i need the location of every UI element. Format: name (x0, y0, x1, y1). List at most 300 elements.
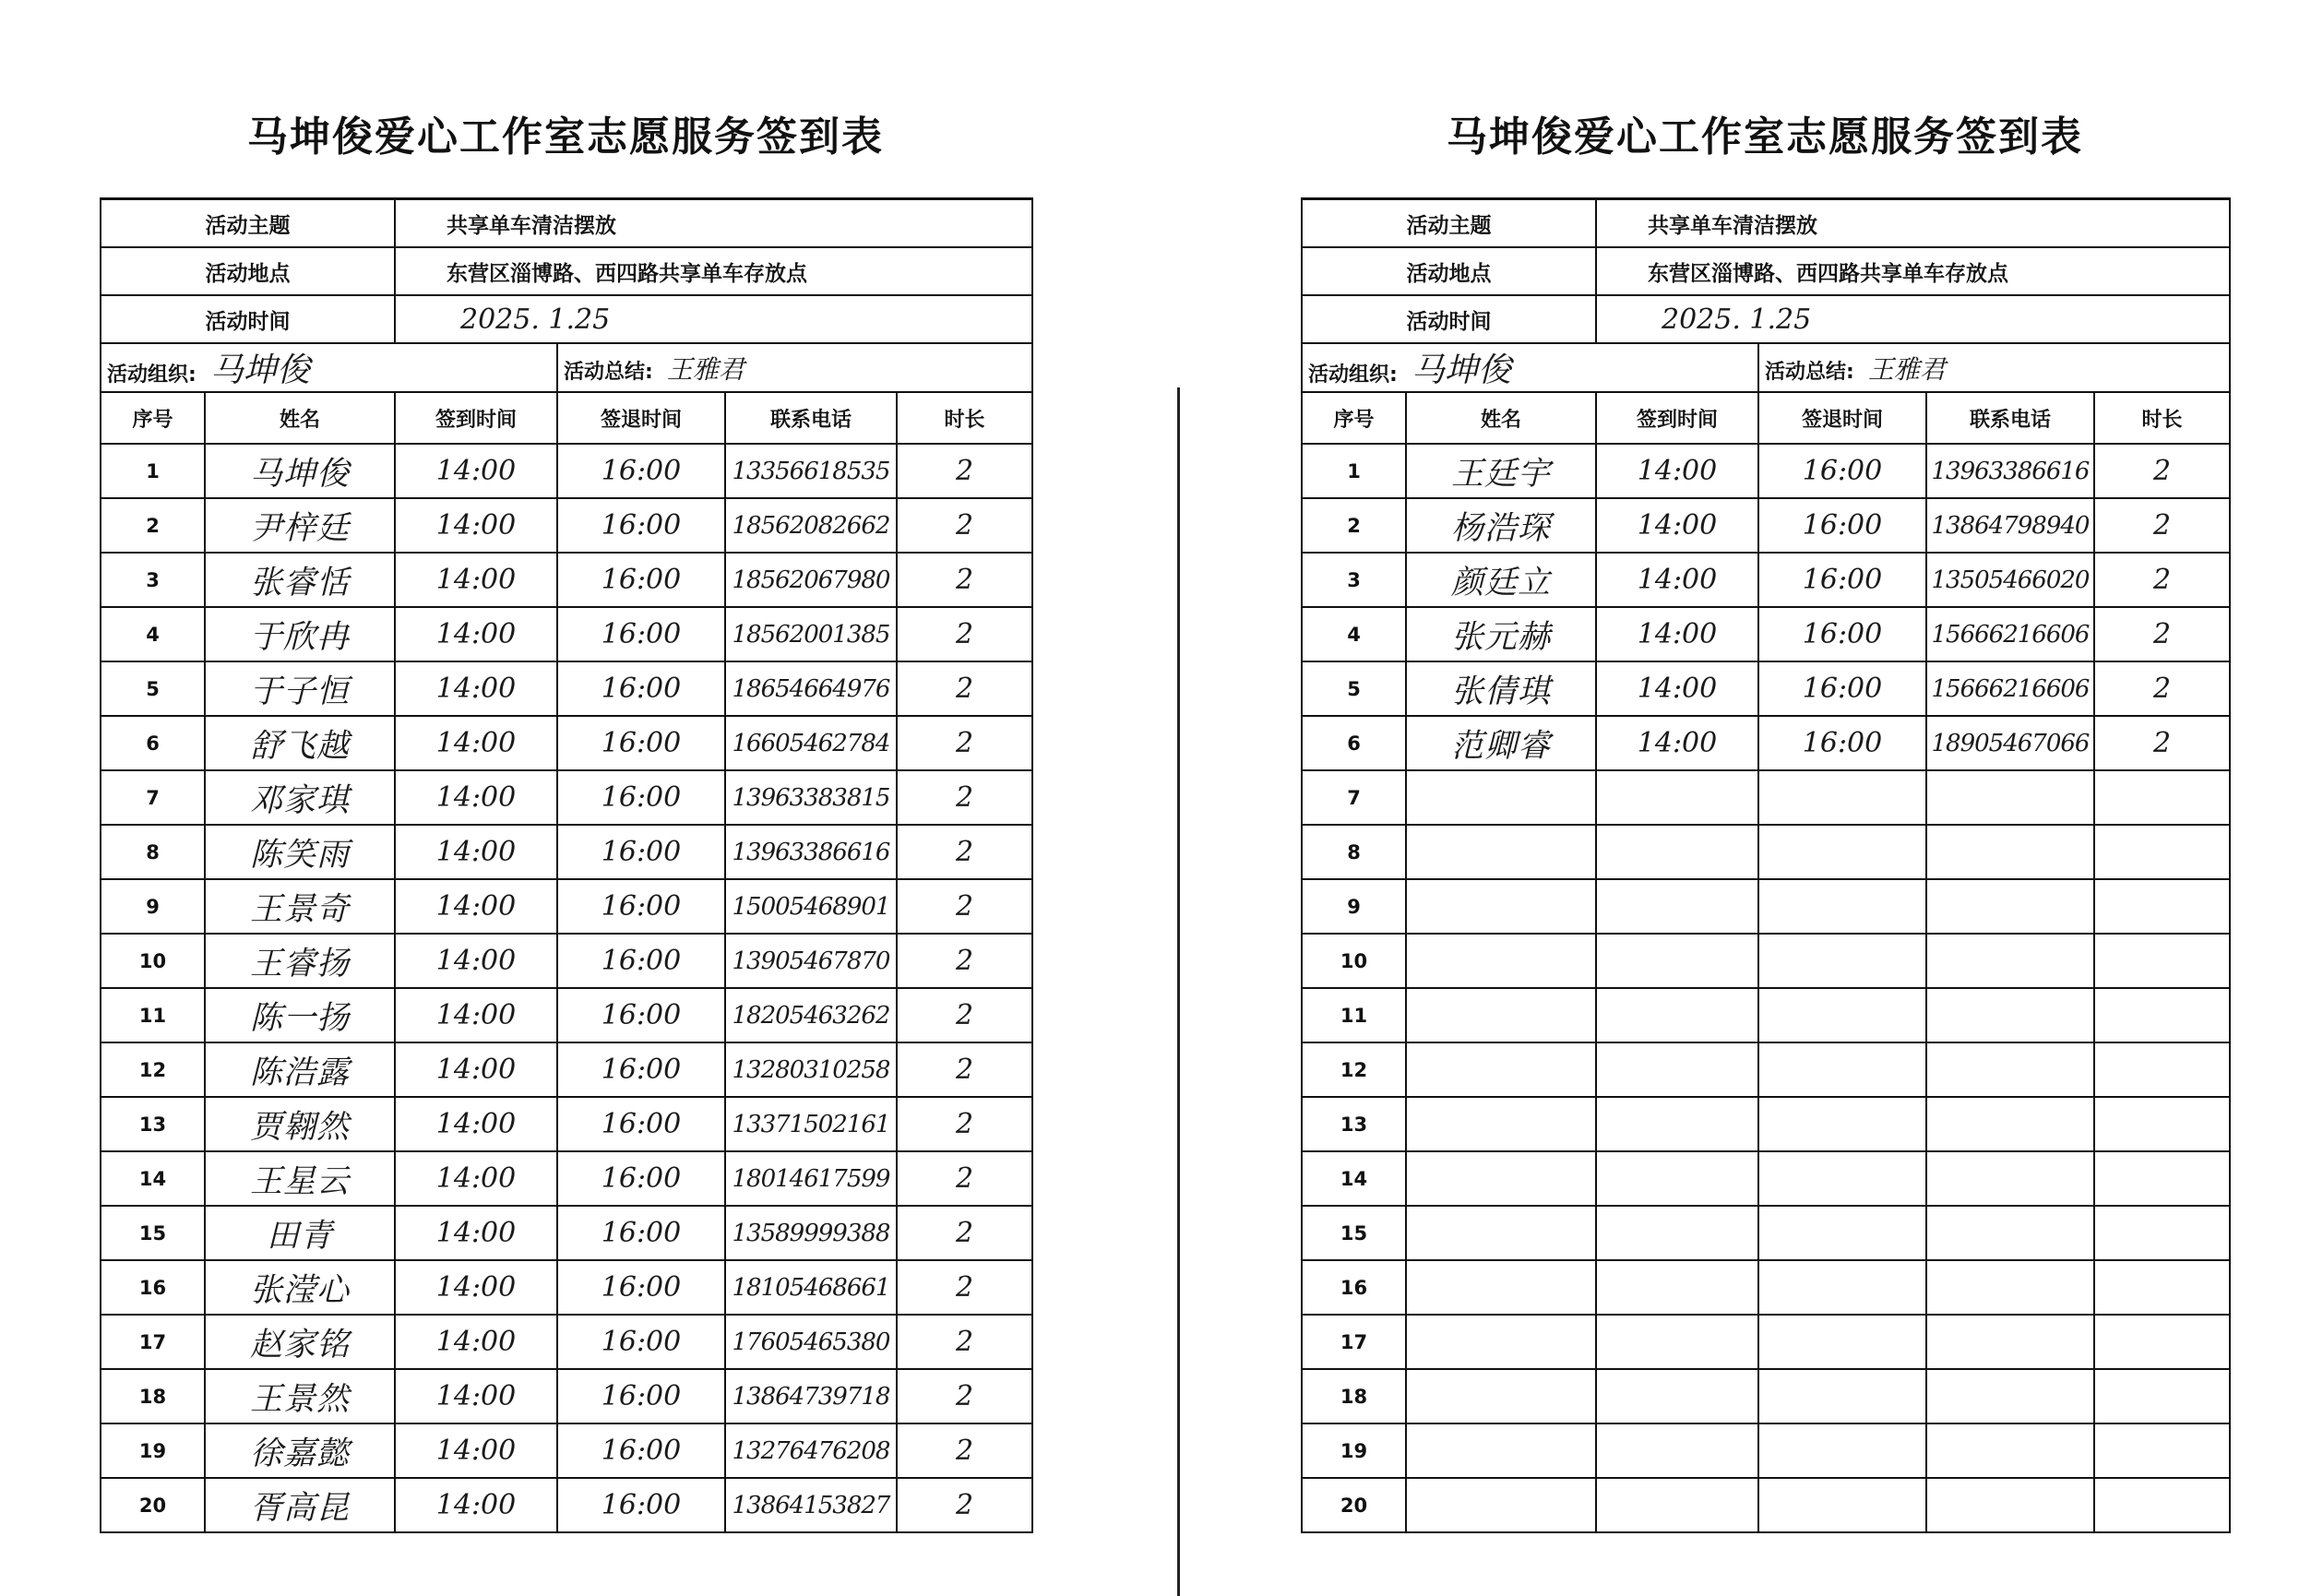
row-checkin-cell (1596, 1260, 1758, 1315)
row-checkout-cell (1758, 934, 1926, 988)
row-seq: 4 (146, 623, 160, 646)
row-phone-cell (725, 1151, 897, 1206)
row-seq: 18 (1340, 1385, 1368, 1408)
row-seq-cell (1302, 770, 1406, 825)
row-hours: 2 (2152, 618, 2172, 650)
theme-value: 共享单车清洁摆放 (1596, 199, 2230, 248)
organizer-value: 马坤俊 (209, 351, 310, 389)
row-phone: 15666216606 (1931, 620, 2090, 649)
row-phone-cell (1926, 607, 2094, 661)
row-name-cell (1406, 1423, 1596, 1478)
row-checkin-cell (395, 716, 557, 770)
row-name-cell (205, 498, 395, 553)
table-row (101, 934, 1032, 988)
row-name-cell (205, 444, 395, 498)
row-hours-cell (897, 988, 1032, 1042)
row-seq: 12 (1340, 1058, 1368, 1081)
row-checkout-cell (1758, 1151, 1926, 1206)
location-row (101, 247, 1032, 295)
table-row (1302, 825, 2230, 879)
row-name-cell (1406, 553, 1596, 607)
row-name-cell (205, 1042, 395, 1097)
header-checkin: 签到时间 (1596, 392, 1758, 444)
row-checkout-cell (1758, 879, 1926, 934)
row-phone-cell (1926, 1423, 2094, 1478)
row-name: 杨浩琛 (1450, 509, 1551, 547)
row-name: 田青 (266, 1217, 333, 1255)
row-seq-cell (1302, 1315, 1406, 1369)
row-name-cell (205, 1097, 395, 1151)
row-checkin-cell (1596, 661, 1758, 716)
row-checkin: 14:00 (435, 836, 517, 868)
table-row (101, 661, 1032, 716)
table-row (1302, 1097, 2230, 1151)
row-checkin-cell (1596, 1151, 1758, 1206)
row-seq: 6 (146, 732, 160, 755)
row-checkout-cell (557, 1423, 725, 1478)
row-seq: 10 (1340, 949, 1368, 972)
row-checkin: 14:00 (1637, 509, 1718, 542)
row-seq-cell (1302, 716, 1406, 770)
row-seq-cell (1302, 1369, 1406, 1423)
row-hours: 2 (955, 1271, 974, 1304)
table-row (101, 607, 1032, 661)
summary-cell (557, 343, 1032, 392)
row-name-cell (1406, 1042, 1596, 1097)
row-checkout: 16:00 (601, 1217, 682, 1249)
column-header-row (101, 392, 1032, 444)
row-seq: 11 (138, 1004, 167, 1027)
row-hours: 2 (955, 1380, 974, 1412)
table-row (101, 1042, 1032, 1097)
row-checkin: 14:00 (1637, 618, 1718, 650)
row-checkin-cell (1596, 988, 1758, 1042)
row-seq-cell (1302, 988, 1406, 1042)
row-phone: 13963383815 (732, 783, 890, 812)
row-phone: 18905467066 (1931, 729, 2090, 757)
row-name-cell (1406, 988, 1596, 1042)
table-row (1302, 1315, 2230, 1369)
row-checkout: 16:00 (601, 999, 682, 1031)
row-checkout-cell (1758, 1206, 1926, 1260)
row-checkin: 14:00 (435, 945, 517, 977)
row-seq: 15 (1340, 1221, 1368, 1245)
row-hours-cell (897, 1478, 1032, 1532)
row-phone-cell (1926, 1369, 2094, 1423)
row-hours: 2 (955, 890, 974, 923)
table-row (101, 498, 1032, 553)
row-hours: 2 (955, 999, 974, 1031)
row-name-cell (1406, 498, 1596, 553)
row-phone-cell (1926, 1042, 2094, 1097)
row-seq-cell (101, 988, 205, 1042)
row-seq-cell (101, 1423, 205, 1478)
row-checkin-cell (1596, 1315, 1758, 1369)
row-phone: 16605462784 (732, 729, 890, 757)
location-value: 东营区淄博路、西四路共享单车存放点 (1596, 247, 2230, 295)
row-phone: 13864153827 (732, 1491, 890, 1519)
time-value: 2025. 1.25 (460, 303, 611, 336)
row-hours-cell (2094, 1260, 2230, 1315)
time-value: 2025. 1.25 (1662, 303, 1812, 336)
row-hours-cell (2094, 1478, 2230, 1532)
row-hours-cell (897, 1315, 1032, 1369)
row-checkin-cell (395, 825, 557, 879)
row-seq: 11 (1340, 1004, 1368, 1027)
table-row (1302, 1151, 2230, 1206)
row-hours: 2 (955, 781, 974, 814)
table-row (1302, 1369, 2230, 1423)
organizer-value: 马坤俊 (1411, 351, 1511, 389)
row-checkout-cell (1758, 770, 1926, 825)
row-name-cell (205, 1369, 395, 1423)
row-checkout: 16:00 (601, 1435, 682, 1467)
location-label: 活动地点 (101, 247, 395, 295)
row-checkout-cell (557, 1369, 725, 1423)
row-checkout: 16:00 (1802, 455, 1883, 487)
row-seq: 3 (146, 568, 160, 591)
row-name-cell (205, 1151, 395, 1206)
table-row (1302, 1206, 2230, 1260)
header-checkout: 签退时间 (557, 392, 725, 444)
row-phone-cell (725, 1423, 897, 1478)
row-phone: 13864798940 (1931, 511, 2090, 540)
row-name-cell (205, 716, 395, 770)
table-row (101, 716, 1032, 770)
row-seq: 3 (1347, 568, 1361, 591)
row-seq-cell (1302, 1097, 1406, 1151)
row-seq-cell (101, 498, 205, 553)
summary-label: 活动总结: (1765, 360, 1854, 384)
row-checkout: 16:00 (601, 1162, 682, 1195)
row-checkin-cell (395, 988, 557, 1042)
row-checkin-cell (1596, 716, 1758, 770)
row-seq: 19 (1340, 1439, 1368, 1462)
row-seq-cell (101, 1260, 205, 1315)
row-checkout-cell (1758, 498, 1926, 553)
row-checkout-cell (1758, 1369, 1926, 1423)
row-name-cell (1406, 879, 1596, 934)
row-seq: 2 (1347, 514, 1361, 537)
row-checkin: 14:00 (435, 564, 517, 596)
row-hours-cell (2094, 1097, 2230, 1151)
row-hours: 2 (955, 1489, 974, 1521)
meta-row (1302, 343, 2230, 392)
row-phone-cell (1926, 444, 2094, 498)
row-seq: 18 (138, 1385, 167, 1408)
row-hours: 2 (2152, 727, 2172, 759)
row-phone-cell (1926, 1315, 2094, 1369)
row-phone-cell (725, 607, 897, 661)
header-name: 姓名 (205, 392, 395, 444)
table-row (1302, 988, 2230, 1042)
summary-value: 王雅君 (666, 353, 745, 385)
row-checkout: 16:00 (601, 1271, 682, 1304)
row-seq-cell (101, 1206, 205, 1260)
row-hours-cell (897, 770, 1032, 825)
row-checkin-cell (1596, 879, 1758, 934)
header-checkout: 签退时间 (1758, 392, 1926, 444)
row-seq: 16 (138, 1276, 167, 1299)
row-hours-cell (897, 825, 1032, 879)
row-checkin-cell (1596, 770, 1758, 825)
table-row (1302, 444, 2230, 498)
row-name-cell (205, 661, 395, 716)
row-checkout-cell (1758, 1423, 1926, 1478)
header-seq: 序号 (1302, 392, 1406, 444)
row-hours: 2 (2152, 673, 2172, 705)
row-checkout: 16:00 (601, 781, 682, 814)
row-checkout-cell (1758, 988, 1926, 1042)
row-seq-cell (101, 1369, 205, 1423)
row-checkin: 14:00 (435, 890, 517, 923)
row-checkout: 16:00 (601, 673, 682, 705)
row-checkout: 16:00 (601, 1326, 682, 1358)
row-checkout-cell (557, 498, 725, 553)
row-hours-cell (2094, 934, 2230, 988)
row-name-cell (205, 825, 395, 879)
row-checkin-cell (1596, 444, 1758, 498)
column-header-row (1302, 392, 2230, 444)
table-row (101, 1369, 1032, 1423)
row-seq-cell (101, 661, 205, 716)
meta-row (101, 343, 1032, 392)
row-checkin-cell (1596, 934, 1758, 988)
row-seq: 1 (146, 459, 160, 482)
row-checkout-cell (1758, 444, 1926, 498)
row-seq-cell (1302, 825, 1406, 879)
row-seq-cell (1302, 1260, 1406, 1315)
row-name: 马坤俊 (249, 455, 350, 493)
row-seq: 17 (138, 1330, 167, 1353)
row-checkin: 14:00 (1637, 727, 1718, 759)
row-phone-cell (1926, 879, 2094, 934)
row-phone-cell (1926, 498, 2094, 553)
row-checkin: 14:00 (435, 1271, 517, 1304)
row-name-cell (205, 553, 395, 607)
row-checkout: 16:00 (601, 890, 682, 923)
row-name: 邓家琪 (249, 781, 350, 819)
row-hours-cell (897, 716, 1032, 770)
row-phone: 13280310258 (732, 1055, 890, 1084)
row-phone-cell (1926, 661, 2094, 716)
table-row (101, 1478, 1032, 1532)
row-name: 张滢心 (249, 1271, 350, 1309)
row-checkin-cell (1596, 1042, 1758, 1097)
row-checkout: 16:00 (601, 1489, 682, 1521)
row-checkin-cell (395, 1042, 557, 1097)
row-seq-cell (101, 444, 205, 498)
summary-cell (1758, 343, 2230, 392)
table-row (101, 1423, 1032, 1478)
row-checkout: 16:00 (601, 618, 682, 650)
row-phone: 13864739718 (732, 1382, 890, 1411)
row-seq: 2 (146, 514, 160, 537)
row-phone-cell (725, 988, 897, 1042)
location-value: 东营区淄博路、西四路共享单车存放点 (395, 247, 1032, 295)
table-row (101, 1315, 1032, 1369)
row-seq: 10 (138, 949, 167, 972)
row-seq-cell (101, 1097, 205, 1151)
row-checkin-cell (395, 770, 557, 825)
table-row (1302, 879, 2230, 934)
row-hours: 2 (955, 509, 974, 542)
row-seq-cell (101, 825, 205, 879)
theme-label: 活动主题 (101, 199, 395, 248)
row-checkin-cell (1596, 1097, 1758, 1151)
row-phone-cell (725, 879, 897, 934)
row-hours-cell (2094, 770, 2230, 825)
row-name-cell (1406, 934, 1596, 988)
row-seq-cell (1302, 498, 1406, 553)
theme-row (101, 199, 1032, 248)
row-phone: 18205463262 (732, 1001, 890, 1030)
row-hours-cell (2094, 444, 2230, 498)
row-checkout: 16:00 (601, 945, 682, 977)
row-seq-cell (1302, 444, 1406, 498)
row-phone-cell (725, 770, 897, 825)
row-checkout-cell (1758, 607, 1926, 661)
row-phone-cell (725, 661, 897, 716)
row-name: 张睿恬 (249, 564, 350, 601)
row-seq: 12 (138, 1058, 167, 1081)
row-checkin-cell (395, 934, 557, 988)
row-phone-cell (725, 1042, 897, 1097)
row-hours-cell (897, 607, 1032, 661)
row-checkout: 16:00 (1802, 727, 1883, 759)
row-hours-cell (2094, 879, 2230, 934)
row-hours: 2 (2152, 509, 2172, 542)
table-row (101, 879, 1032, 934)
table-row (1302, 1478, 2230, 1532)
row-checkin: 14:00 (435, 999, 517, 1031)
row-phone: 17605465380 (732, 1328, 890, 1356)
row-checkin: 14:00 (435, 618, 517, 650)
row-seq: 7 (146, 786, 160, 809)
row-hours-cell (2094, 553, 2230, 607)
sheet-title: 马坤俊爱心工作室志愿服务签到表 (1447, 113, 2083, 161)
row-seq: 16 (1340, 1276, 1368, 1299)
row-phone-cell (1926, 825, 2094, 879)
row-seq: 8 (1347, 840, 1361, 864)
row-checkout-cell (1758, 1042, 1926, 1097)
row-seq: 8 (146, 840, 160, 864)
summary-value: 王雅君 (1867, 353, 1946, 385)
row-seq: 14 (138, 1167, 167, 1190)
table-row (101, 825, 1032, 879)
row-checkin-cell (395, 498, 557, 553)
row-phone-cell (1926, 934, 2094, 988)
row-checkin: 14:00 (435, 1162, 517, 1195)
row-checkout-cell (557, 661, 725, 716)
row-name: 颜廷立 (1450, 564, 1551, 601)
row-hours-cell (2094, 1206, 2230, 1260)
row-checkout: 16:00 (601, 727, 682, 759)
table-row (101, 1097, 1032, 1151)
row-name-cell (1406, 1097, 1596, 1151)
row-seq-cell (1302, 934, 1406, 988)
row-checkout-cell (557, 1151, 725, 1206)
row-phone-cell (1926, 553, 2094, 607)
time-row (1302, 295, 2230, 343)
row-hours: 2 (955, 1054, 974, 1086)
row-checkin-cell (1596, 1478, 1758, 1532)
row-phone-cell (1926, 1151, 2094, 1206)
row-checkout-cell (557, 770, 725, 825)
location-row (1302, 247, 2230, 295)
time-row (101, 295, 1032, 343)
row-hours-cell (897, 1260, 1032, 1315)
row-checkin-cell (395, 1206, 557, 1260)
row-name: 王星云 (249, 1162, 350, 1200)
row-checkin-cell (395, 879, 557, 934)
row-checkout-cell (557, 1042, 725, 1097)
header-name: 姓名 (1406, 392, 1596, 444)
table-row (1302, 498, 2230, 553)
page-divider (1177, 387, 1180, 1596)
theme-label: 活动主题 (1302, 199, 1596, 248)
row-hours-cell (897, 934, 1032, 988)
row-hours: 2 (2152, 455, 2172, 487)
row-hours: 2 (955, 1162, 974, 1195)
row-phone-cell (725, 934, 897, 988)
row-checkout: 16:00 (1802, 509, 1883, 542)
row-phone-cell (725, 1206, 897, 1260)
row-hours: 2 (2152, 564, 2172, 596)
sheet-title: 马坤俊爱心工作室志愿服务签到表 (247, 113, 884, 161)
row-name-cell (1406, 1260, 1596, 1315)
row-name-cell (205, 607, 395, 661)
organizer-label: 活动组织: (107, 363, 197, 387)
row-seq: 9 (1347, 895, 1361, 918)
row-checkout: 16:00 (601, 1108, 682, 1140)
signin-table-body (1302, 199, 2230, 1533)
row-name: 王廷宇 (1450, 455, 1551, 493)
row-hours-cell (897, 498, 1032, 553)
row-name-cell (1406, 1315, 1596, 1369)
row-seq: 20 (138, 1494, 167, 1517)
header-hours: 时长 (897, 392, 1032, 444)
row-checkin: 14:00 (1637, 455, 1718, 487)
row-hours-cell (2094, 825, 2230, 879)
row-seq: 17 (1340, 1330, 1368, 1353)
row-seq: 1 (1347, 459, 1361, 482)
row-checkout-cell (1758, 1478, 1926, 1532)
row-hours: 2 (955, 1217, 974, 1249)
row-checkin-cell (395, 1260, 557, 1315)
row-hours: 2 (955, 836, 974, 868)
header-seq: 序号 (101, 392, 205, 444)
row-phone-cell (725, 825, 897, 879)
row-checkin-cell (1596, 1369, 1758, 1423)
organizer-cell (1302, 343, 1758, 392)
row-seq-cell (101, 1478, 205, 1532)
row-checkout-cell (557, 444, 725, 498)
row-name-cell (1406, 444, 1596, 498)
row-hours: 2 (955, 673, 974, 705)
row-hours-cell (2094, 1151, 2230, 1206)
row-phone-cell (725, 1315, 897, 1369)
row-name-cell (1406, 1151, 1596, 1206)
table-row (101, 444, 1032, 498)
row-hours: 2 (955, 727, 974, 759)
row-name: 于欣冉 (249, 618, 350, 656)
row-checkout-cell (1758, 1315, 1926, 1369)
row-phone: 13356618535 (732, 457, 890, 485)
row-phone: 18654664976 (732, 674, 890, 703)
row-name: 范卿睿 (1450, 727, 1551, 765)
row-checkin-cell (1596, 498, 1758, 553)
